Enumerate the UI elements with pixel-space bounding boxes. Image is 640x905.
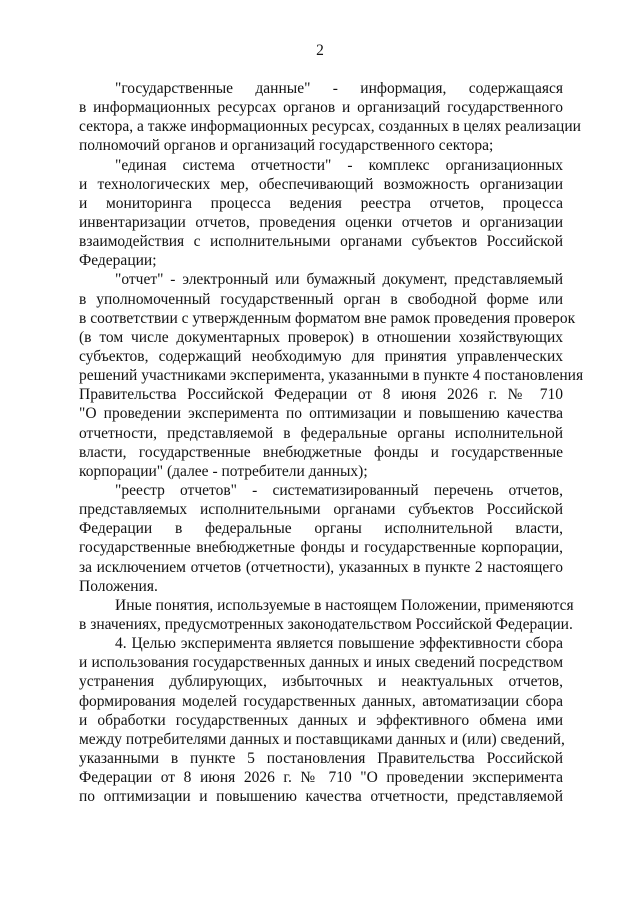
text-line: указанными в пункте 5 постановления Правительства Российской <box>79 749 563 767</box>
other-terms-paragraph <box>79 596 574 634</box>
definition-unified-reporting-system <box>79 156 563 271</box>
text-line: по оптимизации и повышению качества отчетности, представляемой <box>79 788 563 806</box>
text-line: Федерации; <box>79 252 157 270</box>
text-line: Положения. <box>79 577 158 595</box>
text-line: "государственные данные" - информация, содержащаяся <box>115 80 563 97</box>
text-line: взаимодействия с исполнительными органами субъектов Российской <box>79 233 563 251</box>
text-line: решений участниками эксперимента, указанными в пункте 4 постановления <box>79 367 584 385</box>
text-line: Иные понятия, используемые в настоящем Положении, применяются <box>115 596 574 614</box>
text-line: и использования государственных данных и иных сведений посредством <box>79 654 563 672</box>
definition-report <box>79 270 584 481</box>
text-line: власти, государственные внебюджетные фонды и государственные <box>79 443 563 461</box>
definition-state-data <box>79 79 581 156</box>
text-line: "реестр отчетов" - систематизированный перечень отчетов, <box>115 481 563 499</box>
text-line: в уполномоченный государственный орган в свободной форме или <box>79 290 563 308</box>
text-line: субъектов, содержащий необходимую для принятия управленческих <box>79 347 563 365</box>
text-line: корпорации" (далее - потребители данных); <box>79 462 368 480</box>
text-line: отчетности, представляемой в федеральные органы исполнительной <box>79 424 563 442</box>
text-line: инвентаризации отчетов, проведения оценки отчетов и организации <box>79 213 563 231</box>
page-number: 2 <box>316 42 324 59</box>
text-line: "отчет" - электронный или бумажный документ, представляемый <box>115 271 563 289</box>
text-line: и технологических мер, обеспечивающий возможность организации <box>79 175 563 193</box>
text-line: Федерации от 8 июня 2026 г. № 710 "О проведении эксперимента <box>79 769 563 787</box>
text-line: государственные внебюджетные фонды и государственные корпорации, <box>79 539 563 557</box>
definition-report-registry <box>79 481 563 596</box>
text-line: в информационных ресурсах органов и организаций государственного <box>79 99 563 117</box>
text-line: (в том числе документарных проверок) в отношении хозяйствующих <box>79 328 563 346</box>
text-line: и мониторинга процесса ведения реестра отчетов, процесса <box>79 194 563 212</box>
text-line: в соответствии с утвержденным форматом вне рамок проведения проверок <box>79 309 576 327</box>
text-line: представляемых исполнительными органами субъектов Российской <box>79 501 563 519</box>
text-line: устранения дублирующих, избыточных и неактуальных отчетов, <box>79 673 563 691</box>
text-line: между потребителями данных и поставщиками данных и (или) сведений, <box>79 730 565 748</box>
text-line: "единая система отчетности" - комплекс организационных <box>115 156 563 174</box>
text-line: Правительства Российской Федерации от 8 июня 2026 г. № 710 <box>79 386 563 404</box>
clause-4-paragraph <box>79 634 563 806</box>
text-line: Федерации в федеральные органы исполнительной власти, <box>79 520 563 538</box>
text-line: за исключением отчетов (отчетности), указанных в пункте 2 настоящего <box>79 558 563 576</box>
text-line: в значениях, предусмотренных законодательством Российской Федерации. <box>79 615 573 633</box>
text-line: и обработки государственных данных и эффективного обмена ими <box>79 711 563 729</box>
text-line: формирования моделей государственных данных, автоматизации сбора <box>79 692 563 710</box>
text-line: "О проведении эксперимента по оптимизации и повышению качества <box>79 405 563 423</box>
document-body <box>79 79 584 806</box>
text-line: сектора, а также информационных ресурсах, созданных в целях реализации <box>79 118 581 136</box>
text-line: 4. Целью эксперимента является повышение эффективности сбора <box>115 635 563 653</box>
text-line: полномочий органов и организаций государственного сектора; <box>79 137 494 155</box>
